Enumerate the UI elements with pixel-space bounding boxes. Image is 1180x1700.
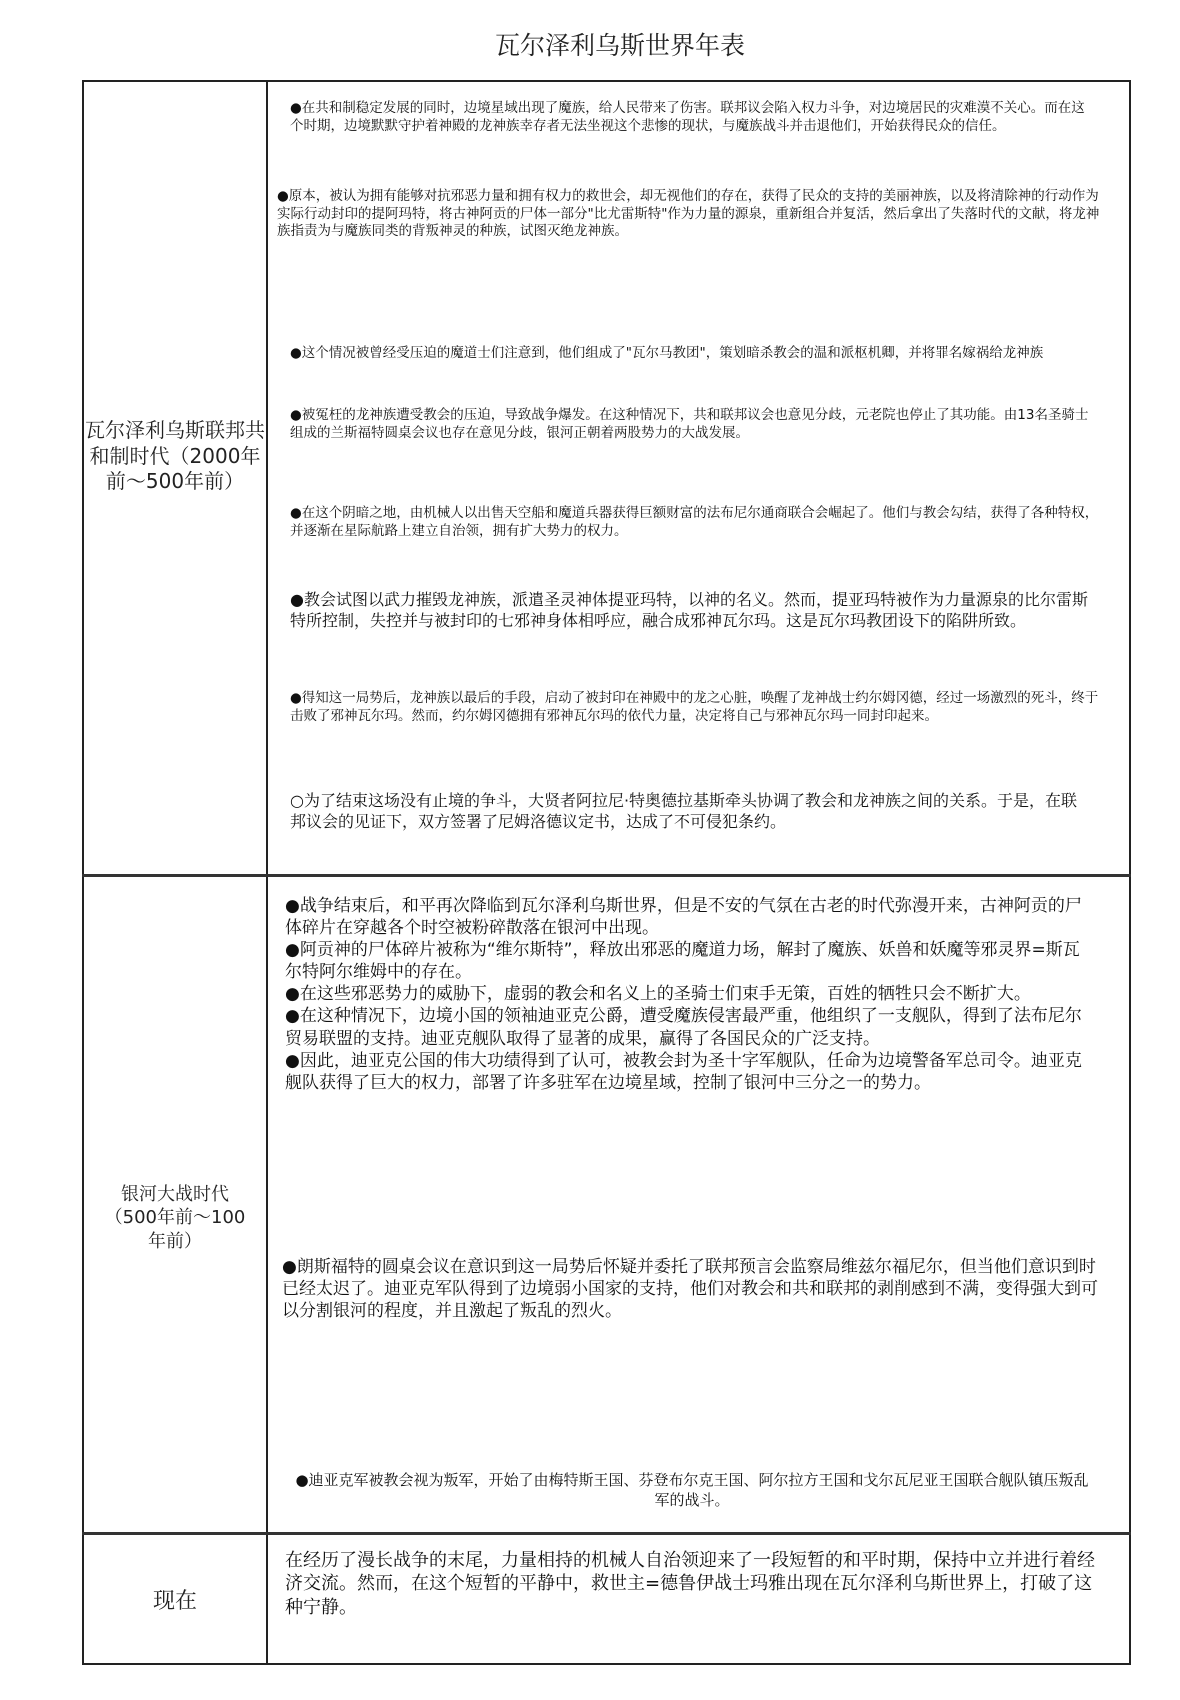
timeline-entry: ●迪亚克军被教会视为叛军，开始了由梅特斯王国、芬登布尔克王国、阿尔拉方王国和戈尔瓦尼亚王国联合舰队镇压叛乱军的战斗。 (295, 1471, 1089, 1509)
era-label-present: 现在 (152, 1589, 197, 1614)
timeline-entry: ●因此，迪亚克公国的伟大功绩得到了认可，被教会封为圣十字军舰队，任命为边境警备军总司令。迪亚克舰队获得了巨大的权力，部署了许多驻军在边境星域，控制了银河中三分之一的势力。 (285, 1050, 1082, 1093)
timeline-entry: ●在这些邪恶势力的威胁下，虚弱的教会和名义上的圣骑士们束手无策，百姓的牺牲只会不断扩大。 (285, 984, 1031, 1005)
timeline-entry: ●阿贡神的尸体碎片被称为“维尔斯特”，释放出邪恶的魔道力场，解封了魔族、妖兽和妖魔等邪灵界=斯瓦尔特阿尔维姆中的存在。 (285, 940, 1080, 983)
column-divider (266, 80, 268, 1665)
timeline-table (82, 80, 1131, 1665)
entry-group (285, 895, 1090, 1094)
timeline-entry: ●朗斯福特的圆桌会议在意识到这一局势后怀疑并委托了联邦预言会监察局维兹尔福尼尔，但当他们意识到时已经太迟了。迪亚克军队得到了边境弱小国家的支持，他们对教会和共和联邦的剥削感到不满，变得强大到可以分割银河的程度，并且激起了叛乱的烈火。 (282, 1257, 1098, 1322)
timeline-entry: ●在这种情况下，边境小国的领袖迪亚克公爵，遭受魔族侵害最严重，他组织了一支舰队，得到了法布尼尔贸易联盟的支持。迪亚克舰队取得了显著的成果，赢得了各国民众的广泛支持。 (285, 1006, 1082, 1049)
era-label-galactic-war: 银河大战时代（500年前〜100年前） (104, 1184, 246, 1252)
row-divider (82, 874, 1131, 877)
timeline-entry: ●教会试图以武力摧毁龙神族，派遣圣灵神体提亚玛特，以神的名义。然而，提亚玛特被作为力量源泉的比尔雷斯特所控制，失控并与被封印的七邪神身体相呼应，融合成邪神瓦尔玛。这是瓦尔玛教团设下的陷阱所致。 (290, 590, 1088, 631)
timeline-entry: 在经历了漫长战争的末尾，力量相持的机械人自治领迎来了一段短暂的和平时期，保持中立并进行着经济交流。然而，在这个短暂的平静中，救世主=德鲁伊战士玛雅出现在瓦尔泽利乌斯世界上，打破了这种宁静。 (285, 1550, 1095, 1618)
timeline-entry: ○为了结束这场没有止境的争斗，大贤者阿拉尼·特奥德拉基斯牵头协调了教会和龙神族之间的关系。于是，在联邦议会的见证下，双方签署了尼姆洛德议定书，达成了不可侵犯条约。 (290, 791, 1078, 832)
timeline-entry: ●在共和制稳定发展的同时，边境星域出现了魔族，给人民带来了伤害。联邦议会陷入权力斗争，对边境居民的灾难漠不关心。而在这个时期，边境默默守护着神殿的龙神族幸存者无法坐视这个悲惨的现状，与魔族战斗并击退他们，开始获得民众的信任。 (290, 100, 1085, 134)
row-divider (82, 1532, 1131, 1535)
timeline-entry: ●被冤枉的龙神族遭受教会的压迫，导致战争爆发。在这种情况下，共和联邦议会也意见分歧，元老院也停止了其功能。由13名圣骑士组成的兰斯福特圆桌会议也存在意见分歧，银河正朝着两股势力的大战发展。 (290, 407, 1089, 441)
timeline-entry: ●战争结束后，和平再次降临到瓦尔泽利乌斯世界，但是不安的气氛在古老的时代弥漫开来，古神阿贡的尸体碎片在穿越各个时空被粉碎散落在银河中出现。 (285, 896, 1082, 939)
page-title: 瓦尔泽利乌斯世界年表 (494, 31, 745, 60)
timeline-entry: ●在这个阴暗之地，由机械人以出售天空船和魔道兵器获得巨额财富的法布尼尔通商联合会崛起了。他们与教会勾结，获得了各种特权，并逐渐在星际航路上建立自治领，拥有扩大势力的权力。 (290, 505, 1099, 539)
timeline-entry: ●这个情况被曾经受压迫的魔道士们注意到，他们组成了"瓦尔马教团"，策划暗杀教会的温和派枢机卿，并将罪名嫁祸给龙神族 (290, 345, 1044, 361)
timeline-entry: ●原本，被认为拥有能够对抗邪恶力量和拥有权力的救世会，却无视他们的存在，获得了民众的支持的美丽神族，以及将清除神的行动作为实际行动封印的提阿玛特，将古神阿贡的尸体一部分"比尤雷斯特"作为力量的源泉，重新组合并复活，然后拿出了失落时代的文献，将龙神族指责为与魔族同类的背叛神灵的种族，试图灭绝龙神族。 (277, 188, 1100, 240)
timeline-entry: ●得知这一局势后，龙神族以最后的手段，启动了被封印在神殿中的龙之心脏，唤醒了龙神战士约尔姆冈德，经过一场激烈的死斗，终于击败了邪神瓦尔玛。然而，约尔姆冈德拥有邪神瓦尔玛的依代力量，决定将自己与邪神瓦尔玛一同封印起来。 (290, 690, 1099, 724)
era-label-republic: 瓦尔泽利乌斯联邦共和制时代（2000年前〜500年前） (85, 418, 265, 494)
